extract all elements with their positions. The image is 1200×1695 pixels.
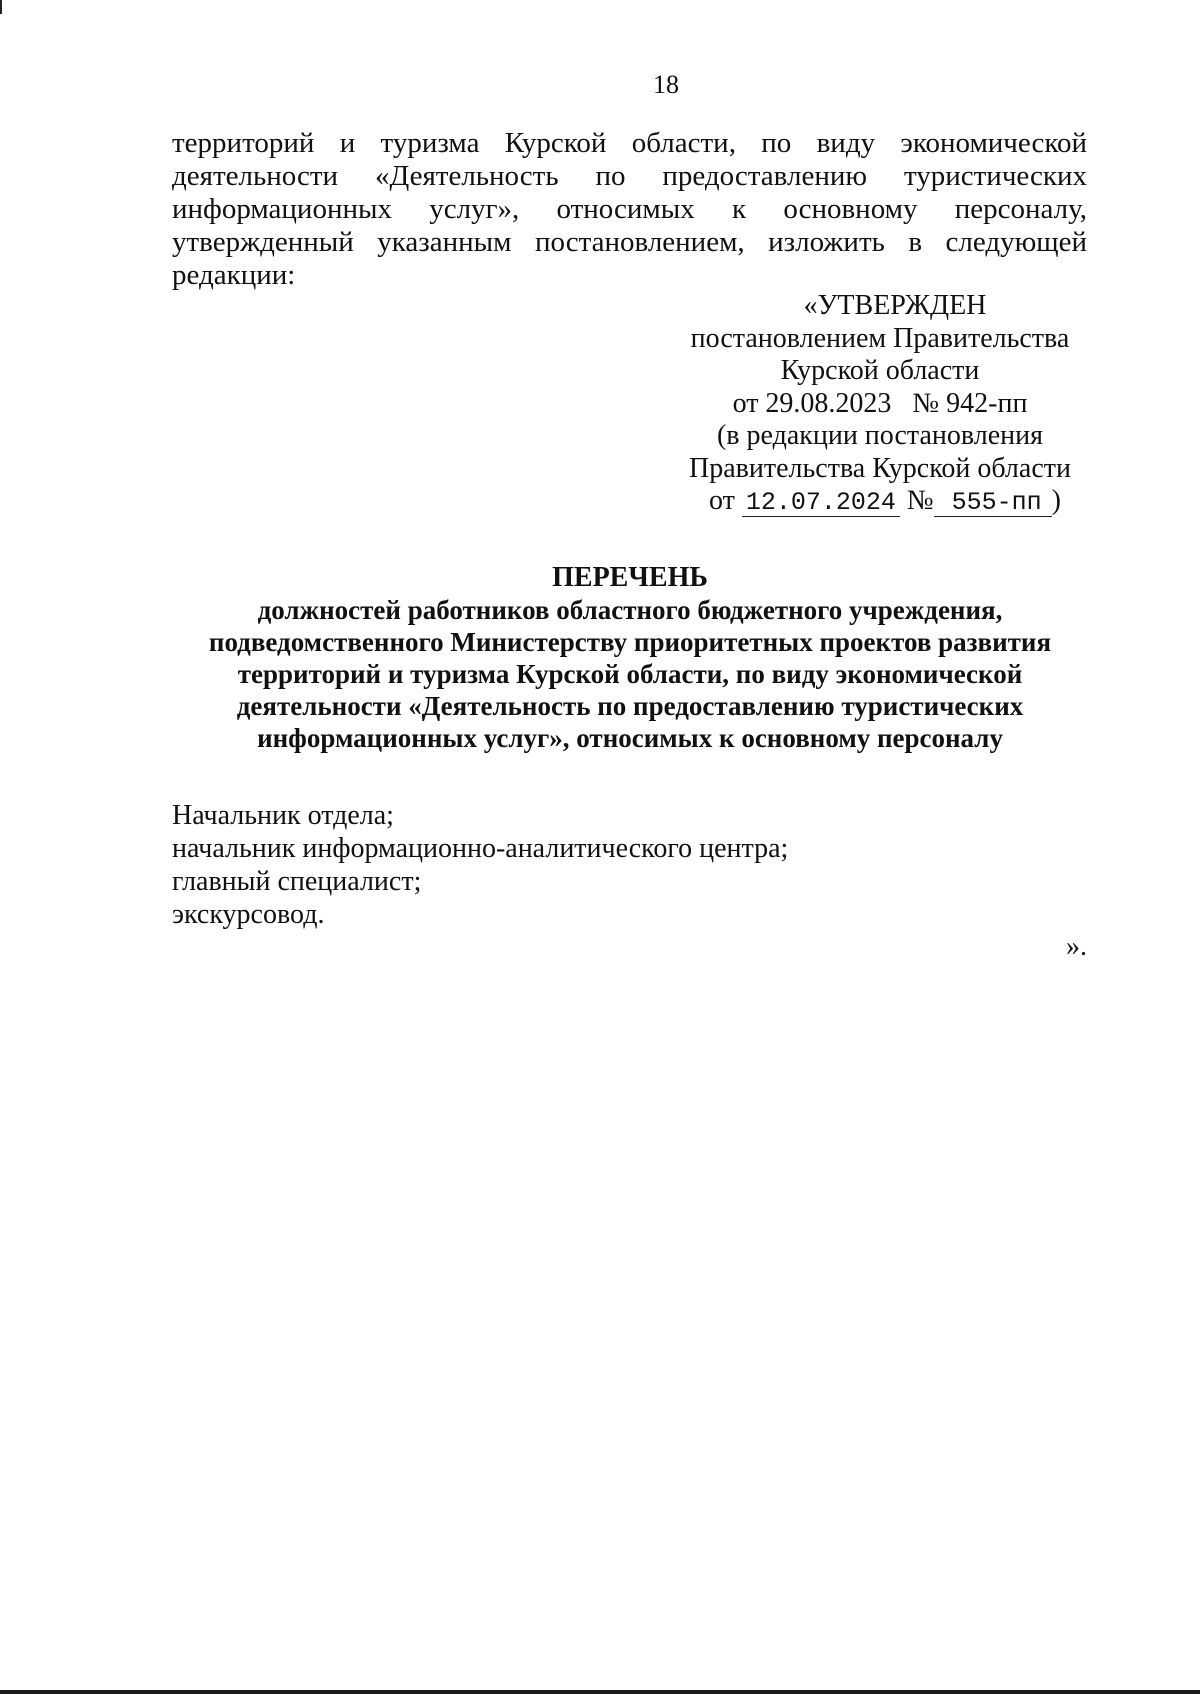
heading-line: информационных услуг», относимых к основному персоналу [257,723,1003,753]
heading-line: подведомственного Министерству приоритетных проектов развития [208,627,1052,657]
amendment-date: 12.07.2024 [742,490,900,517]
position-item: экскурсовод. [172,899,325,930]
approval-line: (в редакции постановления [716,420,1044,451]
approval-line: Курской области [780,355,980,386]
approval-line: Правительства Курской области [689,452,1071,484]
heading-line: должностей работников областного бюджетного учреждения, [257,595,1003,625]
amendment-date-line [660,485,1100,518]
intro-line: утвержденный указанным постановлением, изложить в следующей [172,226,1087,258]
date-prefix: от [709,485,735,516]
number-prefix: № [906,485,934,516]
position-item: главный специалист; [172,866,422,897]
heading-line: территорий и туризма Курской области, по виду экономической [237,659,1023,689]
heading-title: ПЕРЕЧЕНЬ [552,562,708,593]
close-paren: ) [1051,485,1061,516]
position-item: Начальник отдела; [172,800,394,831]
position-item: начальник информационно-аналитического центра; [172,833,789,864]
approval-line: от 29.08.2023 № 942-пп [732,387,1028,419]
scan-bottom-edge [0,1690,1200,1694]
page-number: 18 [653,70,679,99]
heading-line: деятельности «Деятельность по предоставлению туристических [236,691,1024,721]
closing-quote-mark: ». [1066,931,1087,962]
scan-edge-mark [0,0,2,14]
list-heading [150,562,1110,754]
positions-list [172,799,788,931]
approval-stamp-block [660,290,1100,518]
intro-line: деятельности «Деятельность по предоставлению туристических [172,160,1087,192]
approval-line: постановлением Правительства [690,322,1070,354]
approval-title: «УТВЕРЖДЕН [803,290,987,321]
intro-line: редакции: [172,259,296,291]
intro-paragraph [172,127,1087,292]
intro-line: территорий и туризма Курской области, по виду экономической [172,127,1087,159]
amendment-number: 555-пп [934,490,1052,517]
intro-line: информационных услуг», относимых к основному персоналу, [172,193,1087,225]
